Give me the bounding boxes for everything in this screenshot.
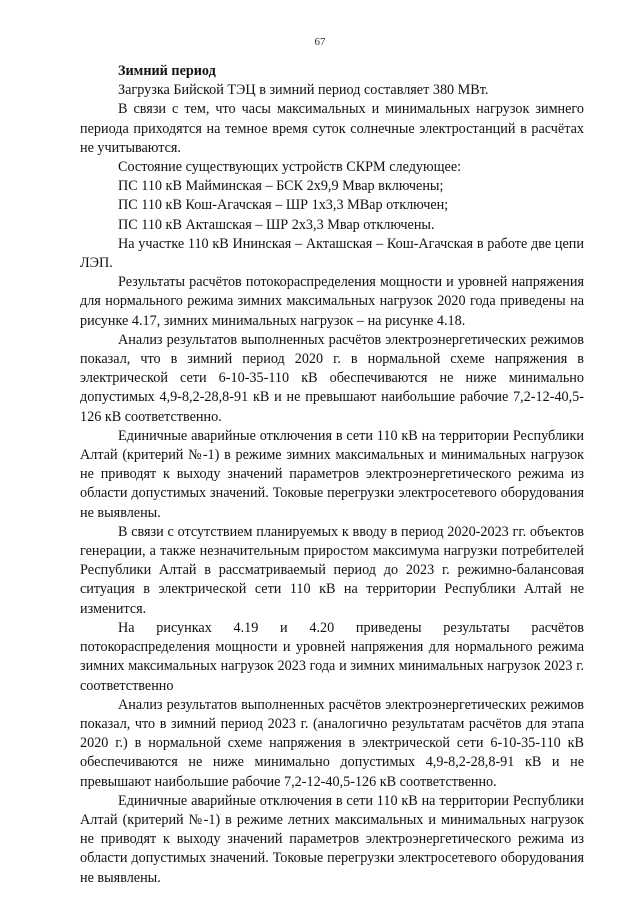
list-item-mayminskaya: ПС 110 кВ Майминская – БСК 2х9,9 Мвар включены; (118, 178, 444, 195)
paragraph-emergency-2023: Единичные аварийные отключения в сети 110 кВ на территории Республики Алтай (критерий №-1) в режиме летних максимальных и минимальных нагрузок не приводят к выходу значений параметров электроэнергетического режима из области допустимых значений. Токовые перегрузки электросетевого оборудования не выявлены. (80, 792, 584, 886)
paragraph-results-2020: Результаты расчётов потокораспределения мощности и уровней напряжения для нормального режима зимних максимальных нагрузок 2020 года приведены на рисунке 4.17, зимних минимальных нагрузок – на рисунке 4.18. (80, 274, 584, 329)
section-title: Зимний период (118, 63, 216, 79)
list-item-aktashskaya: ПС 110 кВ Акташская – ШР 2х3,3 Мвар отключены. (118, 216, 435, 233)
paragraph-line-section: На участке 110 кВ Ининская – Акташская – Кош-Агачская в работе две цепи ЛЭП. (80, 235, 584, 272)
paragraph-results-2023: На рисунках 4.19 и 4.20 приведены результаты расчётов потокораспределения мощности и уровней напряжения для нормального режима зимних максимальных нагрузок 2023 года и зимних минимальных нагрузок 2023 г. соответственно (80, 619, 584, 694)
page-number: 67 (314, 36, 326, 48)
paragraph-analysis-2023: Анализ результатов выполненных расчётов электроэнергетических режимов показал, что в зимний период 2023 г. (аналогично результатам расчётов для этапа 2020 г.) в нормальной схеме напряжения в электрической сети 6-10-35-110 кВ обеспечиваются не ниже минимально допустимых 4,9-8,2-28,8-91 кВ и не превышают наибольшие рабочие 7,2-12-40,5-126 кВ соответственно. (80, 696, 584, 790)
paragraph-analysis-2020: Анализ результатов выполненных расчётов электроэнергетических режимов показал, что в зимний период 2020 г. в нормальной схеме напряжения в электрической сети 6-10-35-110 кВ обеспечиваются не ниже минимально допустимых 4,9-8,2-28,8-91 кВ и не превышают наибольшие рабочие 7,2-12-40,5-126 кВ соответственно. (80, 331, 584, 425)
paragraph-emergency-2020: Единичные аварийные отключения в сети 110 кВ на территории Республики Алтай (критерий №-1) в режиме зимних максимальных и минимальных нагрузок не приводят к выходу значений параметров электроэнергетического режима из области допустимых значений. Токовые перегрузки электросетевого оборудования не выявлены. (80, 427, 584, 521)
document-body (80, 62, 584, 888)
paragraph-skrm-intro: Состояние существующих устройств СКРМ следующее: (118, 159, 462, 176)
paragraph-load: Загрузка Бийской ТЭЦ в зимний период составляет 380 МВт. (118, 82, 489, 99)
list-item-kosh-agachskaya: ПС 110 кВ Кош-Агачская – ШР 1х3,3 МВар отключен; (118, 197, 449, 214)
paragraph-generation: В связи с отсутствием планируемых к вводу в период 2020-2023 гг. объектов генерации, а также незначительным приростом максимума нагрузки потребителей Республики Алтай в рассматриваемый период до 2023 г. режимно-балансовая ситуация в электрической сети 110 кВ на территории Республики Алтай не изменится. (80, 523, 584, 617)
paragraph-solar: В связи с тем, что часы максимальных и минимальных нагрузок зимнего периода приходятся на темное время суток солнечные электростанций в расчётах не учитываются. (80, 101, 584, 156)
